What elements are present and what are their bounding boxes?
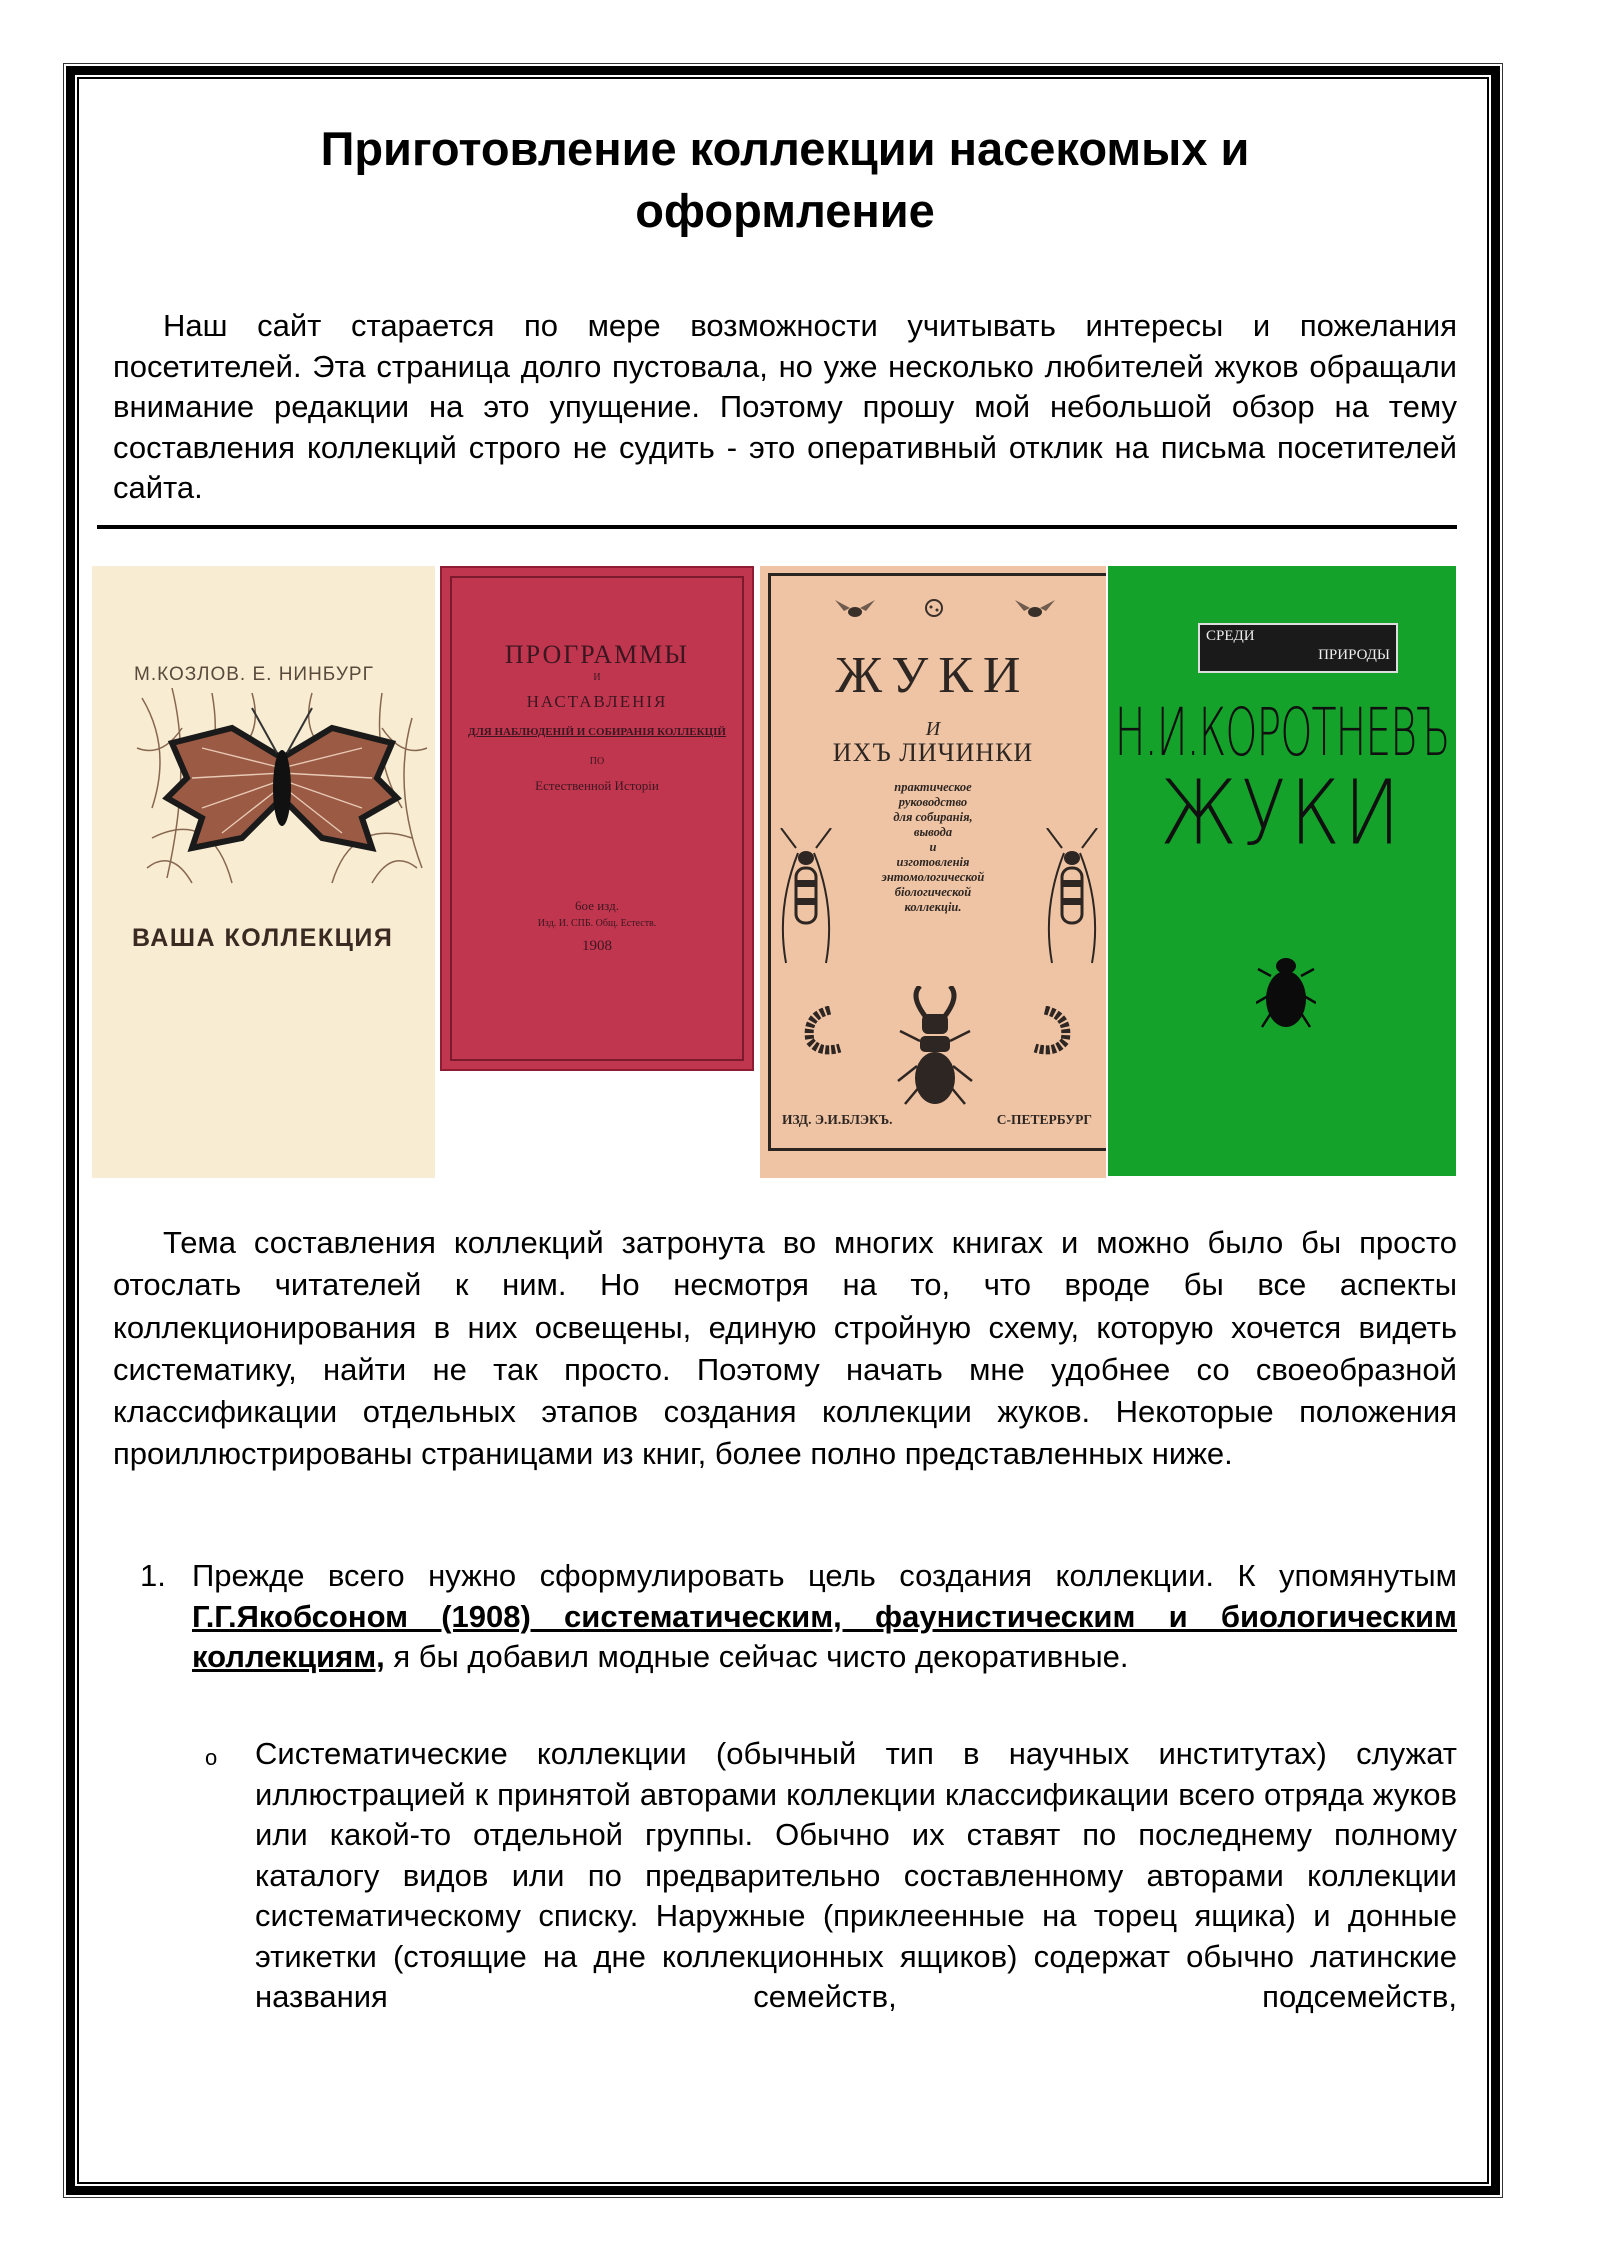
cover-description [840, 780, 1026, 915]
title-line-1: Приготовление коллекции насекомых и [320, 122, 1250, 175]
beetle-icon [1256, 951, 1316, 1031]
fly-icon [830, 596, 880, 626]
cover-line-i: И [593, 672, 601, 683]
desc-line: вывода [913, 825, 953, 839]
cover-publisher: ИЗД. Э.И.БЛЭКЪ. [782, 1112, 893, 1127]
longhorn-beetle-icon-right [1042, 828, 1102, 968]
cover-edition: 6ое изд. [575, 898, 619, 913]
cover-title: ЖУКИ [1160, 762, 1404, 866]
desc-line: изготовленія [896, 855, 970, 869]
cover-city: С-ПЕТЕРБУРГ [996, 1112, 1092, 1127]
desc-line: для собиранія, [893, 810, 973, 824]
cover-title: ВАША КОЛЛЕКЦИЯ [132, 924, 394, 952]
fly-icon-right [1010, 596, 1060, 626]
cover-authors: М.КОЗЛОВ. Е. НИНБУРГ [134, 664, 374, 685]
list-item-text-after: я бы добавил модные сейчас чисто декоративные. [384, 1639, 1129, 1674]
book-cover-programmy [440, 566, 754, 1071]
cover-line-dlya-nablyudeniy: ДЛЯ НАБЛЮДЕНІЙ И СОБИРАНІЯ КОЛЛЕКЦІЙ [468, 726, 726, 738]
cover-conj: И [925, 718, 941, 740]
list-item-text: Прежде всего нужно сформулировать цель создания коллекции. К упомянутым [192, 1558, 1457, 1593]
cover-line-programmy: ПРОГРАММЫ [504, 640, 690, 669]
cover-publisher: Изд. И. СПБ. Общ. Естеств. [537, 918, 657, 929]
desc-line: біологической [894, 885, 972, 899]
book-cover-korotnev-zhuki [1108, 566, 1456, 1176]
book-cover-zhuki-i-ikh-lichinki [760, 566, 1106, 1178]
list-item-number: 1. [140, 1558, 166, 1593]
second-paragraph-text: Тема составления коллекций затронута во многих книгах и можно было бы просто отослать читателей к ним. Но несмотря на то, что вроде бы все аспекты коллекционирования в них освещены, единую стройную схему, которую хочется видеть систематику, найти не так просто. Поэтому начать мне удобнее со своеобразной классификации отдельных этапов создания коллекции жуков. Некоторые положения проиллюстрированы страницами из книг, более полно представленных ниже. [113, 1225, 1457, 1472]
series-line-2: ПРИРОДЫ [1318, 647, 1390, 663]
desc-line: и [929, 840, 937, 854]
second-paragraph [113, 1222, 1457, 1476]
yakobson-link[interactable]: Г.Г.Якобсоном (1908) систематическим, фаунистическим и биологическим коллекциям, [192, 1598, 1457, 1674]
cover-year: 1908 [582, 938, 612, 954]
desc-line: коллекціи. [904, 900, 962, 914]
desc-line: практическое [894, 780, 972, 794]
book-cover-vasha-kollektsiya [92, 566, 435, 1178]
horizontal-rule [97, 525, 1457, 529]
cover-author: Н.И.КОРОТНЕВЪ [1114, 694, 1450, 771]
desc-line: энтомологической [881, 870, 985, 884]
intro-paragraph [113, 306, 1457, 509]
list-item [192, 1556, 1457, 1678]
stag-beetle-icon [890, 986, 980, 1106]
intro-paragraph-text: Наш сайт старается по мере возможности учитывать интересы и пожелания посетителей. Эта страница долго пустовала, но уже несколько любителей жуков обращали внимание редакции на это упущение. Поэтому прошу мой небольшой обзор на тему составления коллекций строго не судить - это оперативный отклик на письма посетителей сайта. [113, 308, 1457, 505]
ladybug-icon [922, 594, 946, 620]
cover-line-nastavleniya: НАСТАВЛЕНІЯ [526, 692, 668, 711]
cover-footer [782, 1112, 1092, 1128]
page-title [110, 118, 1460, 242]
butterfly-illustration-icon [132, 688, 432, 888]
longhorn-beetle-icon [776, 828, 836, 968]
cover-line-po: ПО [589, 756, 605, 767]
desc-line: руководство [898, 795, 968, 809]
larva-icon [800, 1006, 845, 1056]
larva-icon-right [1030, 1006, 1075, 1056]
cover-line-estestvennoy-istorii: Естественной Исторіи [535, 778, 659, 793]
title-line-2: оформление [635, 184, 935, 237]
cover-subtitle: ИХЪ ЛИЧИНКИ [832, 738, 1034, 767]
series-badge [1198, 623, 1398, 673]
sub-list-item: Систематические коллекции (обычный тип в научных институтах) служат иллюстрацией к принятой авторами коллекции классификации всего отряда жуков или какой-то отдельной группы. Обычно их ставят по последнему полному каталогу видов или по предварительно составленному авторами коллекции систематическому списку. Наружные (приклеенные на торец ящика) и донные этикетки (стоящие на дне коллекционных ящиков) содержат обычно латинские названия семейств, подсемейств, [255, 1736, 1457, 2014]
circle-bullet-icon: o [205, 1745, 218, 1770]
cover-title-zhuki: ЖУКИ [835, 647, 1031, 704]
series-line-1: СРЕДИ [1206, 628, 1255, 644]
